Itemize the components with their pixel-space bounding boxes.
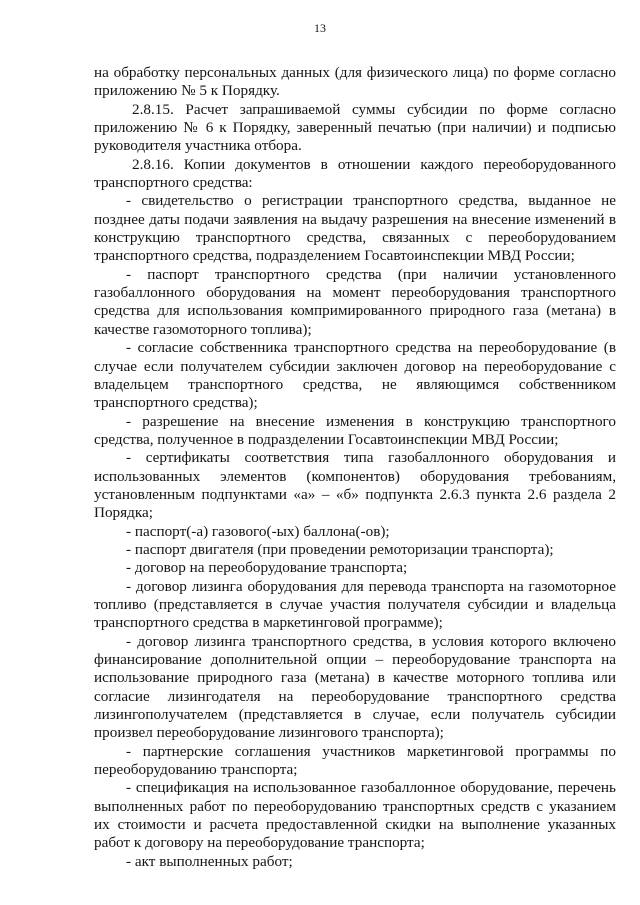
list-item: - партнерские соглашения участников маркетинговой программы по переоборудованию транспорта; [94,742,616,779]
page-number: 13 [314,21,326,35]
list-item: - договор лизинга оборудования для перевода транспорта на газомоторное топливо (представляется в случае участия получателя субсидии и владельца транспортного средства в маркетинговой программе); [94,577,616,632]
list-item: - акт выполненных работ; [126,852,293,870]
list-item: - свидетельство о регистрации транспортного средства, выданное не позднее даты подачи заявления на выдачу разрешения на внесение изменений в конструкцию транспортного средства, связанных с переоборудованием транспортного средства, подразделением Госавтоинспекции МВД России; [94,192,616,265]
list-item: - спецификация на использованное газобаллонное оборудование, перечень выполненных работ по переоборудованию транспортных средств с указанием их стоимости и расчета предоставленной скидки на выполнение указанных работ к договору на переоборудование транспорта; [94,779,616,852]
list-item: - паспорт транспортного средства (при наличии установленного газобаллонного оборудования на момент переоборудования транспортного средства для использования компримированного природного газа (метана) в качестве газомоторного топлива); [94,265,616,338]
list-item: - согласие собственника транспортного средства на переоборудование (в случае если получателем субсидии заключен договор на переоборудование с владельцем транспортного средства, не являющимся собственником транспортного средства); [94,339,616,412]
paragraph: 2.8.16. Копии документов в отношении каждого переоборудованного транспортного средства: [94,155,616,192]
list-item: - паспорт(-а) газового(-ых) баллона(-ов); [126,522,390,540]
paragraph: на обработку персональных данных (для физического лица) по форме согласно приложению № 5 к Порядку. [94,64,616,100]
list-item: - паспорт двигателя (при проведении ремоторизации транспорта); [126,540,554,558]
paragraph: 2.8.15. Расчет запрашиваемой суммы субсидии по форме согласно приложению № 6 к Порядку, заверенный печатью (при наличии) и подписью руководителя участника отбора. [94,100,616,155]
list-item: - договор на переоборудование транспорта; [126,559,408,577]
document-body [94,64,616,871]
list-item: - сертификаты соответствия типа газобаллонного оборудования и использованных элементов (компонентов) оборудования требованиям, установленным подпунктами «а» – «б» подпункта 2.6.3 пункта 2.6 раздела 2 Порядка; [94,449,616,522]
list-item: - договор лизинга транспортного средства, в условия которого включено финансирование дополнительной опции – переоборудование транспорта на использование природного газа (метана) в качестве моторного топлива или согласие лизингодателя на переоборудование транспортного средства лизингополучателем (представляется в случае, если получатель субсидии произвел переоборудование лизингового транспорта); [94,632,616,742]
list-item: - разрешение на внесение изменения в конструкцию транспортного средства, полученное в подразделении Госавтоинспекции МВД России; [94,412,616,448]
